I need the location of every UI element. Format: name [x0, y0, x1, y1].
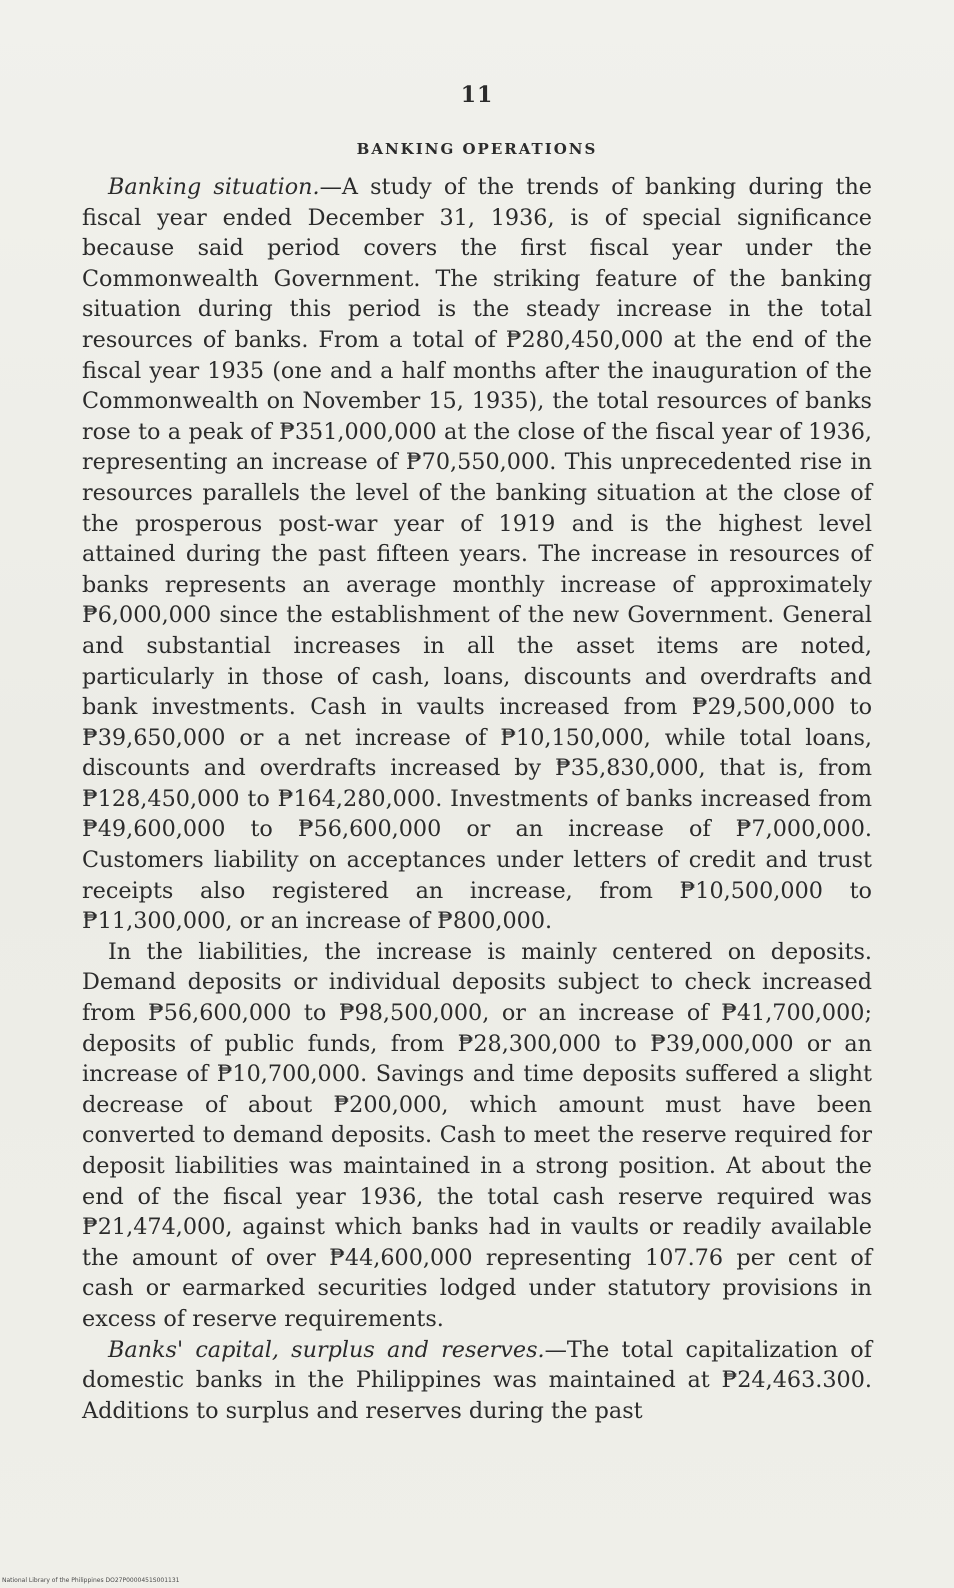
- paragraph-text-liabilities: In the liabilities, the increase is mainly centered on deposits. Demand deposits or individual deposits subject to check increased from ₱56,600,000 to ₱98,500,000, or an increase of ₱41,700,000; deposits of public funds, from ₱28,300,000 to ₱39,000,000 or an increase of ₱10,700,000. Savings and time deposits suffered a slight decrease of about ₱200,000, which amount must have been converted to demand deposits. Cash to meet the reserve required for deposit liabilities was maintained in a strong position. At about the end of the fiscal year 1936, the total cash reserve required was ₱21,474,000, against which banks had in vaults or readily available the amount of over ₱44,600,000 representing 107.76 per cent of cash or earmarked securities lodged under statutory provisions in excess of reserve requirements.: [82, 938, 872, 1332]
- library-footer-note: National Library of the Philippines DO27P0000451S001131: [2, 1577, 180, 1584]
- paragraph-capital-surplus: [82, 1335, 872, 1427]
- paragraph-text-banking-situation: —A study of the trends of banking during the fiscal year ended December 31, 1936, is of special significance because said period covers the first fiscal year under the Commonwealth Government. The striking feature of the banking situation during this period is the steady increase in the total resources of banks. From a total of ₱280,450,000 at the end of the fiscal year 1935 (one and a half months after the inauguration of the Commonwealth on November 15, 1935), the total resources of banks rose to a peak of ₱351,000,000 at the close of the fiscal year of 1936, representing an increase of ₱70,550,000. This unprecedented rise in resources parallels the level of the banking situation at the close of the prosperous post-war year of 1919 and is the highest level attained during the past fifteen years. The increase in resources of banks represents an average monthly increase of approximately ₱6,000,000 since the establishment of the new Government. General and substantial increases in all the asset items are noted, particularly in those of cash, loans, discounts and overdrafts and bank investments. Cash in vaults increased from ₱29,500,000 to ₱39,650,000 or a net increase of ₱10,150,000, while total loans, discounts and overdrafts increased by ₱35,830,000, that is, from ₱128,450,000 to ₱164,280,000. Investments of banks increased from ₱49,600,000 to ₱56,600,000 or an increase of ₱7,000,000. Customers liability on acceptances under letters of credit and trust receipts also registered an increase, from ₱10,500,000 to ₱11,300,000, or an increase of ₱800,000.: [82, 174, 872, 935]
- page-number: 11: [460, 82, 494, 108]
- section-heading: BANKING OPERATIONS: [356, 140, 598, 158]
- paragraph-lead-banking-situation: Banking situation.: [108, 174, 320, 200]
- paragraph-lead-capital-surplus: Banks' capital, surplus and reserves.: [108, 1336, 545, 1363]
- paragraph-liabilities: [82, 937, 872, 1335]
- paragraph-text-capital-surplus: —The total capitalization of domestic banks in the Philippines was maintained at ₱24,463.300. Additions to surplus and reserves during the past: [82, 1336, 872, 1424]
- paragraph-banking-situation: [82, 172, 872, 937]
- body-text: [82, 172, 872, 1426]
